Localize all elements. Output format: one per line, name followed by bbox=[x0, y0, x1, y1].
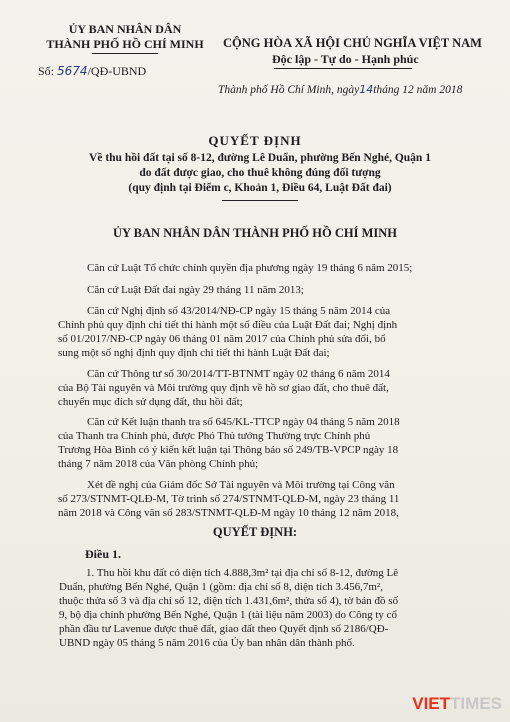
article-line: 9, bộ địa chính phường Bến Nghé, Quận 1 (tài liệu năm 2003) do Công ty cổ bbox=[59, 609, 398, 621]
basis-line: Trương Hòa Bình có ý kiến kết luận tại Thông báo số 249/TB-VPCP ngày 18 bbox=[58, 444, 399, 456]
nation-motto: Độc lập - Tự do - Hạnh phúc bbox=[272, 52, 419, 66]
date-handwritten: 14 bbox=[359, 83, 374, 96]
basis-line: Căn cứ Thông tư số 30/2014/TT-BTNMT ngày 02 tháng 6 năm 2014 bbox=[87, 368, 390, 380]
issue-date bbox=[218, 83, 462, 96]
basis-line: tháng 7 năm 2018 của Văn phòng Chính phủ; bbox=[58, 458, 259, 470]
subject-underline bbox=[222, 200, 298, 201]
authority-heading: ỦY BAN NHÂN DÂN THÀNH PHỐ HỒ CHÍ MINH bbox=[112, 226, 398, 240]
article-line: UBND ngày 05 tháng 5 năm 2016 của Ủy ban nhân dân thành phố. bbox=[59, 637, 355, 649]
date-prefix: Thành phố Hồ Chí Minh, ngày bbox=[218, 84, 360, 96]
basis-line: của Bộ Tài nguyên và Môi trường quy định về hồ sơ giao đất, cho thuê đất, bbox=[58, 382, 389, 394]
viettimes-watermark-logo bbox=[412, 694, 502, 714]
basis-line: của Thanh tra Chính phủ, được Phó Thủ tướng Thường trực Chính phủ bbox=[58, 430, 371, 442]
article-line: Duẩn, phường Bến Nghé, Quận 1 (gồm: địa chỉ số 8, diện tích 3.456,7m², bbox=[59, 581, 383, 593]
basis-line: Căn cứ Luật Đất đai ngày 29 tháng 11 năm 2013; bbox=[87, 284, 304, 296]
subject-line-2: do đất được giao, cho thuê không đúng đối tượng bbox=[139, 167, 381, 179]
date-suffix: tháng 12 năm 2018 bbox=[373, 84, 463, 96]
logo-part-viet: VIET bbox=[412, 694, 451, 713]
basis-line: Căn cứ Kết luận thanh tra số 645/KL-TTCP ngày 04 tháng 5 năm 2018 bbox=[87, 416, 400, 428]
number-handwritten: 5674 bbox=[57, 64, 88, 78]
basis-line: Chính phủ quy định chi tiết thi hành một số điều của Luật Đất đai; Nghị định bbox=[58, 319, 398, 331]
number-prefix: Số: bbox=[38, 64, 55, 78]
issuer-underline bbox=[92, 53, 158, 54]
basis-line: Căn cứ Luật Tổ chức chính quyền địa phương ngày 19 tháng 6 năm 2015; bbox=[87, 262, 413, 274]
logo-part-times: TIMES bbox=[450, 694, 502, 713]
basis-line: sung một số nghị định quy định chi tiết thi hành Luật Đất đai; bbox=[58, 347, 330, 359]
issuer-line2: THÀNH PHỐ HỒ CHÍ MINH bbox=[46, 37, 204, 51]
basis-line: số 273/STNMT-QLĐ-M, Tờ trình số 274/STNMT-QLĐ-M, ngày 23 tháng 11 bbox=[58, 493, 400, 505]
decision-heading: QUYẾT ĐỊNH: bbox=[212, 525, 298, 539]
basis-line: năm 2018 và Công văn số 283/STNMT-QLĐ-M ngày 10 tháng 12 năm 2018, bbox=[58, 507, 399, 519]
number-suffix: /QĐ-UBND bbox=[87, 64, 147, 78]
document-title: QUYẾT ĐỊNH bbox=[208, 133, 302, 148]
article-line: phần đầu tư Lavenue được thuê đất, giao đất theo Quyết định số 2186/QĐ- bbox=[59, 623, 389, 635]
document-number bbox=[38, 64, 146, 79]
article-heading: Điều 1. bbox=[85, 547, 121, 561]
subject-line-1: Về thu hồi đất tại số 8-12, đường Lê Duẩn, phường Bến Nghé, Quận 1 bbox=[89, 152, 431, 164]
article-line: 1. Thu hồi khu đất có diện tích 4.888,3m² tại địa chỉ số 8-12, đường Lê bbox=[86, 567, 399, 579]
article-line: thuộc thửa số 3 và địa chỉ số 12, diện tích 1.431,6m², thửa số 4), tờ bản đồ số bbox=[59, 595, 399, 607]
basis-line: Căn cứ Nghị định số 43/2014/NĐ-CP ngày 15 tháng 5 năm 2014 của bbox=[87, 305, 391, 317]
basis-line: Xét đề nghị của Giám đốc Sở Tài nguyên và Môi trường tại Công văn bbox=[87, 479, 395, 491]
basis-line: số 01/2017/NĐ-CP ngày 06 tháng 01 năm 2017 của Chính phủ sửa đổi, bổ bbox=[58, 333, 386, 345]
subject-line-3: (quy định tại Điểm c, Khoản 1, Điều 64, Luật Đất đai) bbox=[128, 182, 392, 194]
nation-title: CỘNG HÒA XÃ HỘI CHỦ NGHĨA VIỆT NAM bbox=[223, 36, 482, 50]
basis-line: chuyển mục đích sử dụng đất, thu hồi đất; bbox=[58, 396, 243, 408]
issuer-line1: ỦY BAN NHÂN DÂN bbox=[68, 22, 182, 36]
motto-underline bbox=[274, 68, 412, 69]
